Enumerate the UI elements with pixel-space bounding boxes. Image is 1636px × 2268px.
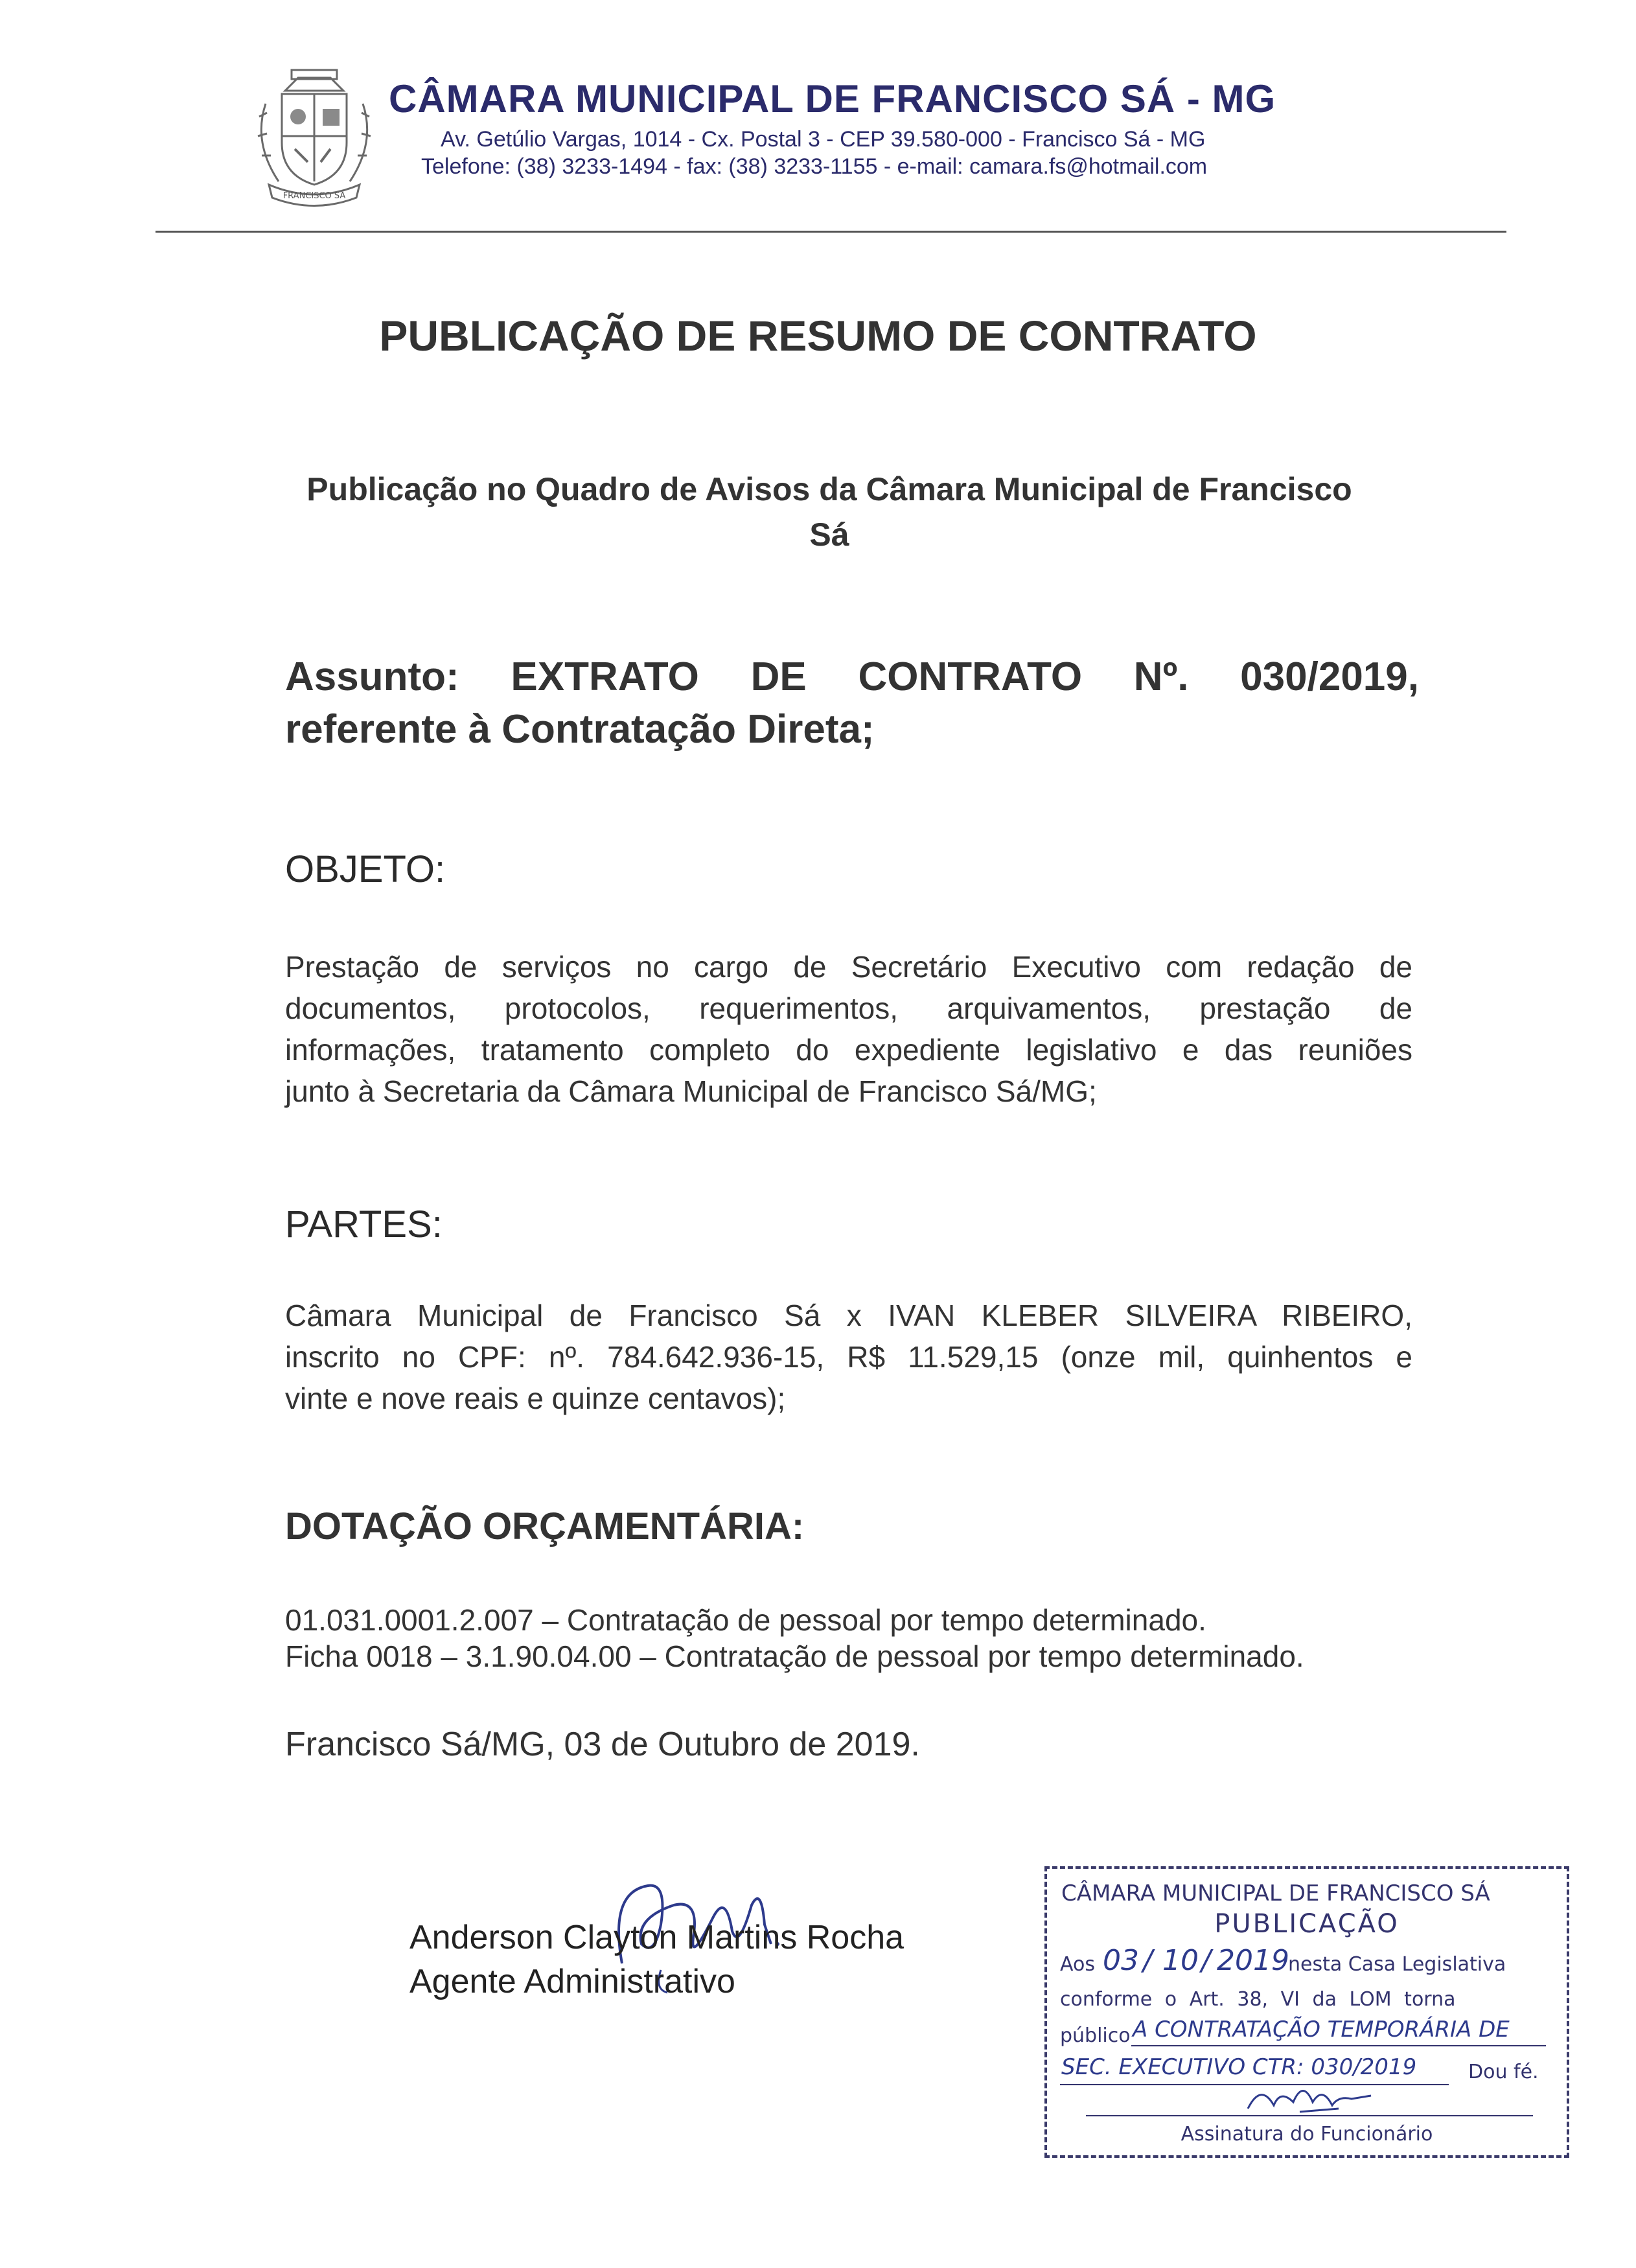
objeto-line-4: junto à Secretaria da Câmara Municipal de Francisco Sá/MG; [285, 1074, 1097, 1108]
organization-contact: Telefone: (38) 3233-1494 - fax: (38) 3233-1155 - e-mail: camara.fs@hotmail.com [421, 154, 1208, 179]
document-subtitle: Publicação no Quadro de Avisos da Câmara Municipal de Francisco Sá [306, 471, 1352, 553]
organization-name: CÂMARA MUNICIPAL DE FRANCISCO SÁ - MG [389, 77, 1276, 121]
stamp-header: CÂMARA MUNICIPAL DE FRANCISCO SÁ [1061, 1880, 1490, 1906]
partes-line-3: vinte e nove reais e quinze centavos); [285, 1382, 786, 1415]
stamp-title: PUBLICAÇÃO [1214, 1909, 1400, 1939]
objeto-heading: OBJETO: [285, 848, 446, 890]
stamp-publico: público [1060, 2024, 1131, 2047]
stamp-signature-line [1086, 2115, 1533, 2116]
subject-line-1: Assunto: EXTRATO DE CONTRATO Nº. 030/2019, [285, 654, 1419, 699]
dotacao-line-2: Ficha 0018 – 3.1.90.04.00 – Contratação de pessoal por tempo determinado. [285, 1639, 1304, 1673]
signatory-name: Anderson Clayton Martins Rocha [409, 1919, 904, 1956]
stamp-conforme: conforme o Art. 38, VI da LOM torna [1060, 1988, 1456, 2011]
stamp-sep-2: / [1201, 1944, 1211, 1977]
partes-line-2: inscrito no CPF: nº. 784.642.936-15, R$ 11.529,15 (onze mil, quinhentos e [285, 1340, 1412, 1374]
stamp-year: 2019 [1217, 1944, 1289, 1977]
seal-text: FRANCISCO SÁ [282, 191, 346, 201]
partes-heading: PARTES: [285, 1203, 443, 1245]
stamp-nesta: nesta Casa Legislativa [1288, 1953, 1506, 1976]
objeto-line-3: informações, tratamento completo do expediente legislativo e das reuniões [285, 1033, 1412, 1067]
stamp-dou-fe: Dou fé. [1468, 2061, 1539, 2083]
municipal-coat-of-arms-icon [246, 65, 382, 207]
dotacao-heading: DOTAÇÃO ORÇAMENTÁRIA: [285, 1505, 805, 1547]
stamp-aos: Aos [1060, 1953, 1095, 1976]
organization-address: Av. Getúlio Vargas, 1014 - Cx. Postal 3 - CEP 39.580-000 - Francisco Sá - MG [441, 127, 1206, 152]
subject-line-2: referente à Contratação Direta; [285, 707, 875, 752]
stamp-underline-1 [1131, 2045, 1546, 2046]
dotacao-line-1: 01.031.0001.2.007 – Contratação de pessoal por tempo determinado. [285, 1603, 1206, 1637]
stamp-sep-1: / [1143, 1944, 1153, 1977]
header-divider [156, 231, 1506, 233]
stamp-handwritten-line-2: SEC. EXECUTIVO CTR: 030/2019 [1061, 2054, 1417, 2080]
stamp-month: 10 [1162, 1944, 1199, 1977]
stamp-day: 03 [1103, 1944, 1139, 1977]
stamp-handwritten-line-1: A CONTRATAÇÃO TEMPORÁRIA DE [1133, 2017, 1510, 2042]
partes-line-1: Câmara Municipal de Francisco Sá x IVAN KLEBER SILVEIRA RIBEIRO, [285, 1299, 1412, 1332]
objeto-line-1: Prestação de serviços no cargo de Secretário Executivo com redação de [285, 950, 1412, 984]
stamp-signature-label: Assinatura do Funcionário [1181, 2123, 1433, 2146]
signatory-role: Agente Administrativo [409, 1963, 735, 2000]
date-line: Francisco Sá/MG, 03 de Outubro de 2019. [285, 1726, 920, 1763]
document-title: PUBLICAÇÃO DE RESUMO DE CONTRATO [379, 312, 1257, 360]
objeto-line-2: documentos, protocolos, requerimentos, arquivamentos, prestação de [285, 991, 1412, 1025]
publication-stamp [1044, 1866, 1569, 2158]
